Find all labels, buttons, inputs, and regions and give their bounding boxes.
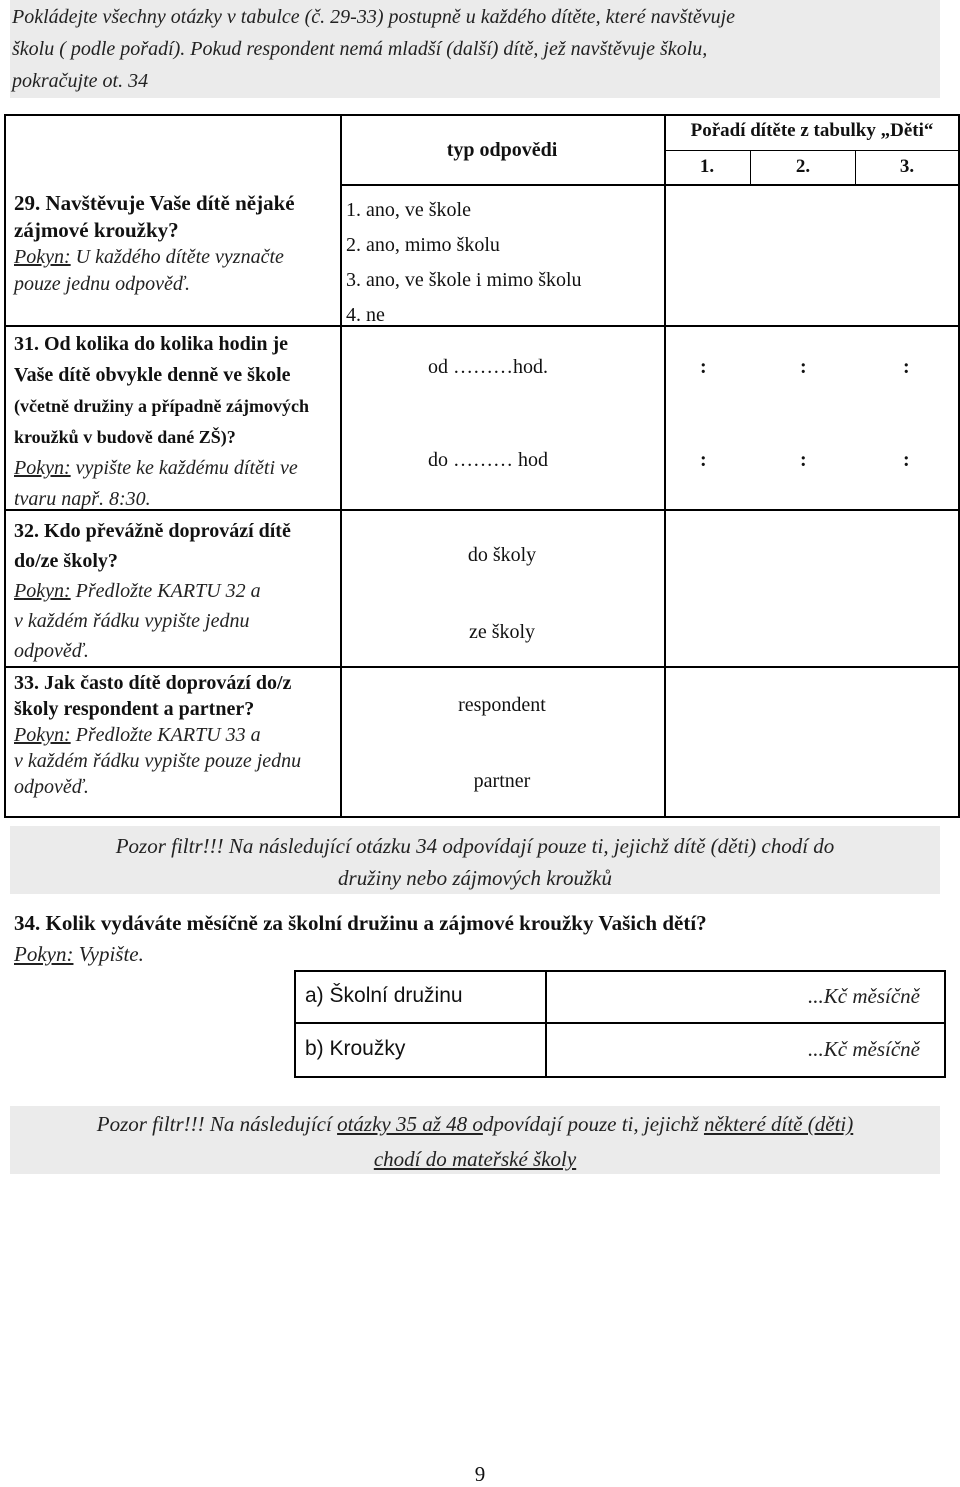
q29-option-1: 1. ano, ve škole — [346, 199, 471, 221]
q33-title-2: školy respondent a partner? — [14, 698, 255, 720]
q34-row-label-1: a) Školní družinu — [305, 984, 463, 1007]
q32-row-from-school: ze školy — [468, 621, 536, 643]
q34-row-value-2[interactable]: ...Kč měsíčně — [808, 1037, 920, 1061]
filter-2-part-3: dpovídají pouze ti, jejichž — [482, 1112, 704, 1136]
q34-note-prefix: Pokyn: — [14, 942, 74, 966]
q34-title: 34. Kolik vydáváte měsíčně za školní družinu a zájmové kroužky Vašich dětí? — [14, 911, 707, 935]
filter-2-part-2: otázky 35 až 48 o — [337, 1112, 483, 1136]
filter-2-part-1: Pozor filtr!!! Na následující — [96, 1112, 338, 1136]
q32-title-2: do/ze školy? — [14, 550, 118, 572]
q29-option-2: 2. ano, mimo školu — [346, 234, 500, 256]
q32-note-prefix: Pokyn: — [14, 580, 71, 602]
q31-to-child-2[interactable]: : — [800, 449, 807, 471]
q31-block — [14, 329, 338, 515]
q33-title-1: 33. Jak často dítě doprovází do/z — [14, 672, 292, 694]
q33-row-respondent: respondent — [458, 694, 546, 716]
q31-from-label: od ………hod. — [428, 356, 548, 378]
header-child-order: Pořadí dítěte z tabulky „Děti“ — [690, 120, 934, 141]
q31-note-1 — [14, 453, 338, 484]
filter-1-line-2: družiny nebo zájmových kroužků — [338, 866, 612, 890]
q31-title-2: Vaše dítě obvykle denně ve škole — [14, 364, 291, 386]
q32-note-2: v každém řádku vypište jednu — [14, 610, 250, 632]
intro-line-3: pokračujte ot. 34 — [12, 70, 149, 92]
q31-to-child-3[interactable]: : — [903, 449, 910, 471]
q31-note-text-1: vypište ke každému dítěti ve — [70, 457, 298, 479]
intro-line-1: Pokládejte všechny otázky v tabulce (č. 29-33) postupně u každého dítěte, které navštěvuje — [12, 6, 736, 28]
q32-row-to-school: do školy — [467, 544, 537, 566]
header-child-2: 2. — [795, 156, 811, 177]
q29-title-1: 29. Navštěvuje Vaše dítě nějaké — [14, 191, 295, 215]
filter-2-line-1 — [10, 1112, 940, 1137]
q31-note-prefix: Pokyn: — [14, 457, 71, 479]
q32-note-3: odpověď. — [14, 640, 89, 662]
q31-to-child-1[interactable]: : — [700, 449, 707, 471]
q31-from-child-3[interactable]: : — [903, 356, 910, 378]
q34-note — [14, 942, 144, 967]
q33-note-3: odpověď. — [14, 776, 89, 798]
q29-option-3: 3. ano, ve škole i mimo školu — [346, 269, 582, 291]
page-number: 9 — [474, 1462, 486, 1486]
q33-note-1 — [14, 722, 338, 748]
q29-note-text-1: U každého dítěte vyznačte — [70, 246, 284, 268]
q31-from-child-2[interactable]: : — [800, 356, 807, 378]
q34-row-value-1[interactable]: ...Kč měsíčně — [808, 984, 920, 1008]
q29-note-1 — [14, 242, 336, 272]
q31-title-3: (včetně družiny a případně zájmových — [14, 396, 309, 416]
q31-to-label: do ……… hod — [428, 449, 548, 471]
q31-from-child-1[interactable]: : — [700, 356, 707, 378]
filter-1-line-1: Pozor filtr!!! Na následující otázku 34 odpovídají pouze ti, jejichž dítě (děti) chodí do — [115, 834, 835, 858]
q29-title-2: zájmové kroužky? — [14, 218, 179, 242]
filter-2-line-2: chodí do mateřské školy — [373, 1147, 577, 1171]
q33-row-partner: partner — [473, 770, 531, 792]
q32-note-1 — [14, 576, 338, 606]
header-child-1: 1. — [699, 156, 715, 177]
q29-note-2: pouze jednu odpověď. — [14, 273, 191, 295]
q34-note-text: Vypište. — [73, 942, 144, 966]
header-answer-type: typ odpovědi — [446, 139, 558, 161]
q32-title-1: 32. Kdo převážně doprovází dítě — [14, 520, 291, 542]
filter-2-part-4: některé dítě (děti) — [703, 1112, 854, 1136]
q29-block — [14, 188, 336, 299]
header-child-3: 3. — [899, 156, 915, 177]
q32-block — [14, 516, 338, 666]
q31-title-4: kroužků v budově dané ZŠ)? — [14, 427, 236, 447]
intro-line-2: školu ( podle pořadí). Pokud respondent nemá mladší (další) dítě, jež navštěvuje školu, — [12, 38, 708, 60]
q33-note-2: v každém řádku vypište pouze jednu — [14, 750, 302, 772]
q34-row-label-2: b) Kroužky — [305, 1037, 406, 1060]
q31-title-1: 31. Od kolika do kolika hodin je — [14, 333, 288, 355]
q29-note-prefix: Pokyn: — [14, 246, 71, 268]
q31-note-2: tvaru např. 8:30. — [14, 488, 151, 510]
q33-note-prefix: Pokyn: — [14, 724, 71, 746]
q29-option-4: 4. ne — [346, 304, 385, 326]
q29-options — [346, 193, 582, 333]
q33-block — [14, 670, 338, 800]
q32-note-text-1: Předložte KARTU 32 a — [70, 580, 261, 602]
q33-note-text-1: Předložte KARTU 33 a — [70, 724, 261, 746]
